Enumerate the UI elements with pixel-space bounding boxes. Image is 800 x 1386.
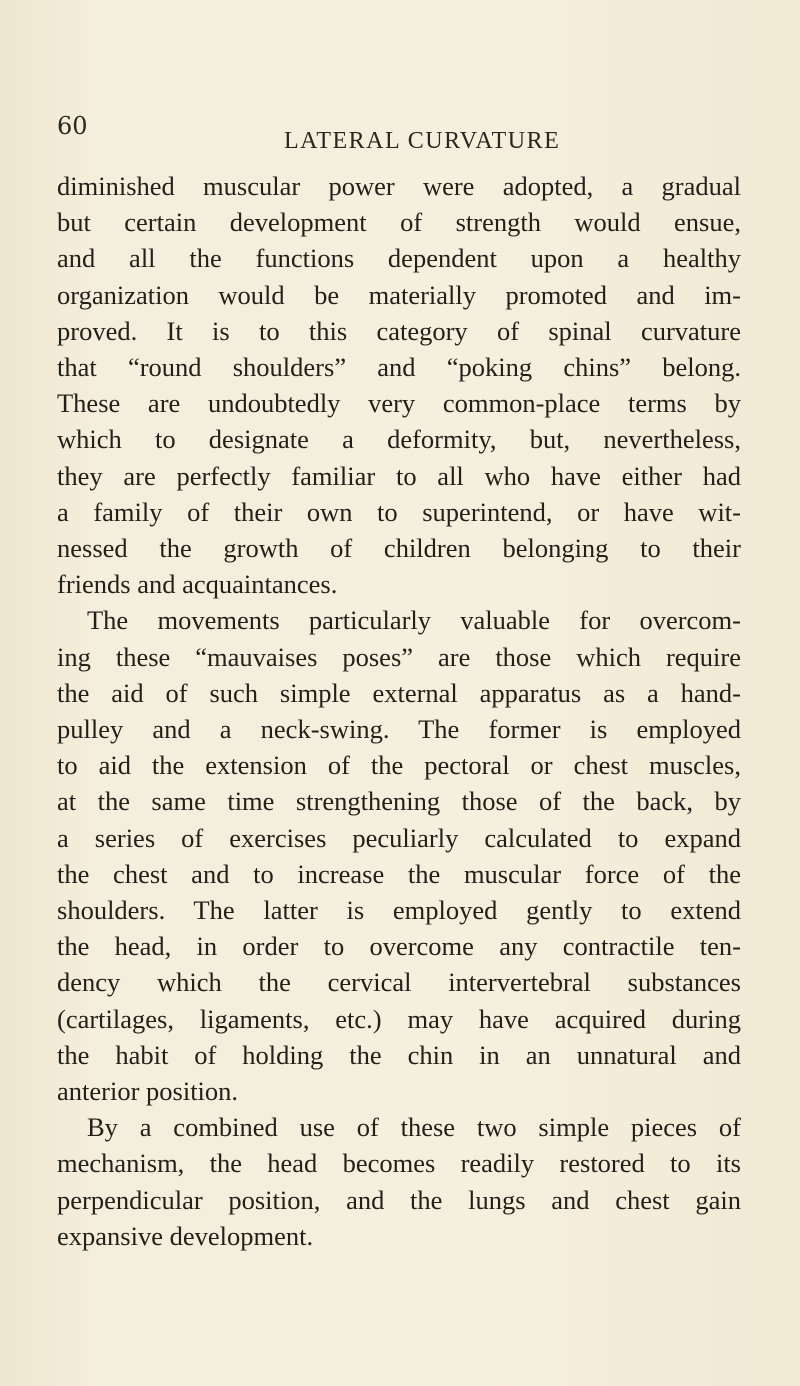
text-line: expansive development. (57, 1220, 314, 1251)
text-line: (cartilages, ligaments, etc.) may have acquired during (57, 1003, 741, 1034)
text-line: dency which the cervical intervertebral substances (57, 967, 741, 998)
text-line: anterior position. (57, 1076, 239, 1107)
text-line: mechanism, the head becomes readily restored to its (57, 1148, 741, 1179)
text-line: a series of exercises peculiarly calculated to expand (57, 822, 741, 853)
body-text (57, 168, 741, 1254)
text-line: to aid the extension of the pectoral or chest muscles, (57, 750, 741, 781)
text-line: they are perfectly familiar to all who have either had (57, 460, 741, 491)
paragraph (57, 1109, 741, 1254)
text-line: the head, in order to overcome any contractile ten- (57, 931, 741, 962)
text-line: the chest and to increase the muscular force of the (57, 858, 741, 889)
text-line: the habit of holding the chin in an unnatural and (57, 1039, 741, 1070)
text-line: pulley and a neck-swing. The former is employed (57, 714, 741, 745)
text-line: perpendicular position, and the lungs and chest gain (57, 1184, 741, 1215)
text-line: and all the functions dependent upon a healthy (57, 243, 741, 274)
text-line: ing these “mauvaises poses” are those which require (57, 641, 741, 672)
text-line: shoulders. The latter is employed gently to extend (57, 895, 741, 926)
text-line: These are undoubtedly very common-place terms by (57, 388, 741, 419)
text-line: organization would be materially promoted and im- (57, 279, 741, 310)
text-line: the aid of such simple external apparatus as a hand- (57, 677, 741, 708)
page-number: 60 (57, 112, 88, 140)
text-line: The movements particularly valuable for overcom- (87, 605, 741, 636)
text-line: diminished muscular power were adopted, a gradual (57, 171, 741, 201)
text-line: that “round shoulders” and “poking chins” belong. (57, 352, 741, 383)
text-line: proved. It is to this category of spinal curvature (57, 315, 741, 346)
text-line: at the same time strengthening those of the back, by (57, 786, 741, 817)
text-line: a family of their own to superintend, or have wit- (57, 496, 741, 527)
paragraph (57, 168, 741, 602)
text-line: which to designate a deformity, but, nevertheless, (57, 424, 741, 455)
running-head-title: LATERAL CURVATURE (284, 128, 561, 154)
text-line: By a combined use of these two simple pieces of (87, 1112, 741, 1143)
text-line: nessed the growth of children belonging to their (57, 533, 741, 564)
paragraph (57, 602, 741, 1109)
text-line: friends and acquaintances. (57, 569, 338, 600)
text-line: but certain development of strength would ensue, (57, 207, 741, 238)
